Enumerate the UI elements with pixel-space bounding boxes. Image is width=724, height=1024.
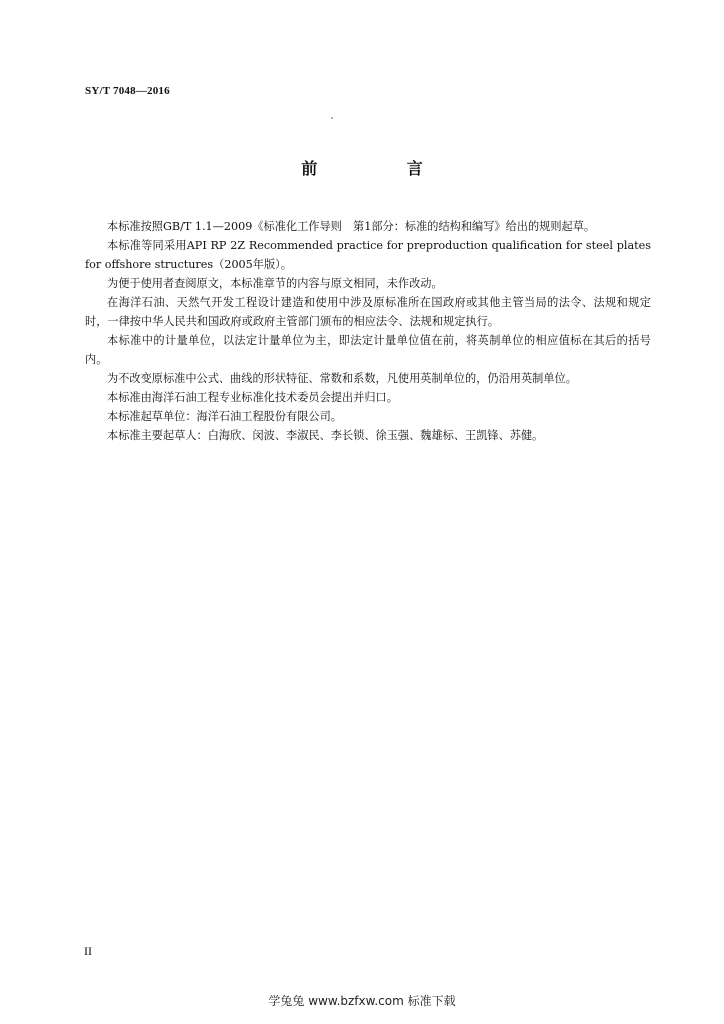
standard-code: SY/T 7048—2016 [85, 85, 170, 97]
scan-mark [331, 117, 333, 119]
foreword-body [85, 217, 651, 445]
paragraph-regulations: 在海洋石油、天然气开发工程设计建造和使用中涉及原标准所在国政府或其他主管当局的法令、法规和规定时，一律按中华人民共和国政府或政府主管部门颁布的相应法令、法规和规定执行。 [85, 296, 651, 328]
page-number: II [84, 944, 92, 958]
paragraph-adoption: 本标准等同采用API RP 2Z Recommended practice for preproduction qualification for steel plates for offshore structures（2005年版）。 [85, 239, 651, 271]
footer-watermark: 学兔兔 www.bzfxw.com 标准下载 [268, 994, 456, 1008]
paragraph-drafting-unit: 本标准起草单位：海洋石油工程股份有限公司。 [107, 410, 342, 423]
paragraph-content-unchanged: 为便于使用者查阅原文，本标准章节的内容与原文相同，未作改动。 [107, 277, 443, 290]
page-title: 前 言 [301, 159, 465, 178]
paragraph-drafters: 本标准主要起草人：白海欣、闵波、李淑民、李长锁、徐玉强、魏雄标、王凯锋、苏健。 [107, 429, 544, 442]
paragraph-drafting-rules: 本标准按照GB/T 1.1—2009《标准化工作导则 第1部分：标准的结构和编写》给出的规则起草。 [107, 220, 596, 233]
paragraph-units: 本标准中的计量单位，以法定计量单位为主，即法定计量单位值在前，将英制单位的相应值标在其后的括号内。 [85, 334, 651, 366]
paragraph-proposer: 本标准由海洋石油工程专业标准化技术委员会提出并归口。 [107, 391, 398, 404]
paragraph-imperial-units: 为不改变原标准中公式、曲线的形状特征、常数和系数，凡使用英制单位的，仍沿用英制单位。 [107, 372, 577, 385]
